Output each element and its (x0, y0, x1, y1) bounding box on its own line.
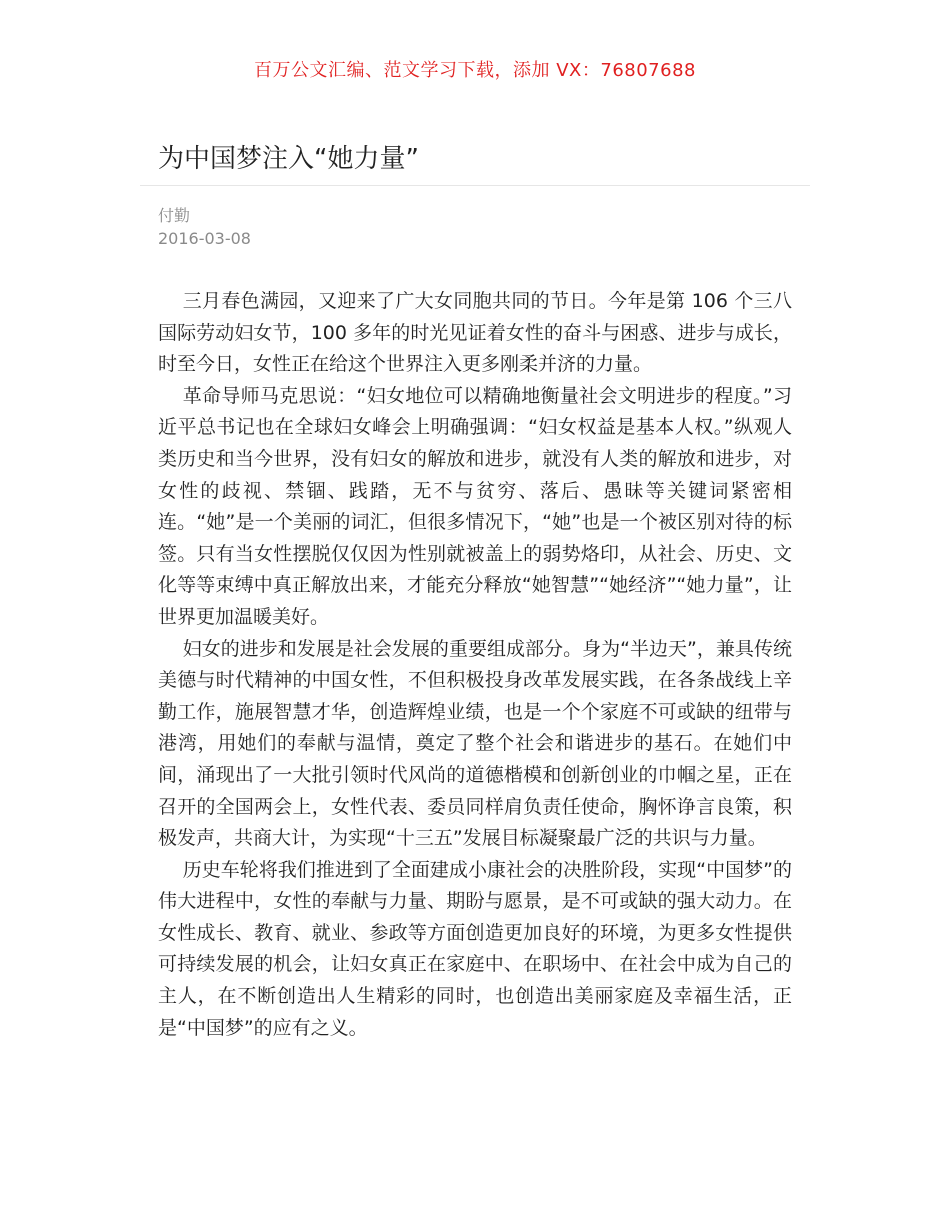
publish-date: 2016-03-08 (158, 229, 251, 248)
author-name: 付勤 (158, 206, 191, 225)
article-body (158, 286, 792, 1044)
paragraph: 妇女的进步和发展是社会发展的重要组成部分。身为“半边天”，兼具传统美德与时代精神的中国女性，不但积极投身改革发展实践，在各条战线上辛勤工作，施展智慧才华，创造辉煌业绩，也是一个个家庭不可或缺的纽带与港湾，用她们的奉献与温情，奠定了整个社会和谐进步的基石。在她们中间，涌现出了一大批引领时代风尚的道德楷模和创新创业的巾帼之星，正在召开的全国两会上，女性代表、委员同样肩负责任使命，胸怀诤言良策，积极发声，共商大计，为实现“十三五”发展目标凝聚最广泛的共识与力量。 (158, 637, 792, 850)
article-meta (158, 204, 251, 250)
article-title: 为中国梦注入“她力量” (158, 144, 419, 174)
paragraph: 三月春色满园，又迎来了广大女同胞共同的节日。今年是第 106 个三八国际劳动妇女节，100 多年的时光见证着女性的奋斗与困惑、进步与成长，时至今日，女性正在给这个世界注入更多刚柔并济的力量。 (158, 290, 792, 376)
title-divider (140, 185, 810, 186)
promo-banner: 百万公文汇编、范文学习下载，添加 VX：76807688 (254, 60, 696, 81)
paragraph: 历史车轮将我们推进到了全面建成小康社会的决胜阶段，实现“中国梦”的伟大进程中，女性的奉献与力量、期盼与愿景，是不可或缺的强大动力。在女性成长、教育、就业、参政等方面创造更加良好的环境，为更多女性提供可持续发展的机会，让妇女真正在家庭中、在职场中、在社会中成为自己的主人，在不断创造出人生精彩的同时，也创造出美丽家庭及幸福生活，正是“中国梦”的应有之义。 (158, 858, 792, 1039)
paragraph: 革命导师马克思说：“妇女地位可以精确地衡量社会文明进步的程度。”习近平总书记也在全球妇女峰会上明确强调：“妇女权益是基本人权。”纵观人类历史和当今世界，没有妇女的解放和进步，就没有人类的解放和进步，对女性的歧视、禁锢、践踏，无不与贫穷、落后、愚昧等关键词紧密相连。“她”是一个美丽的词汇，但很多情况下，“她”也是一个被区别对待的标签。只有当女性摆脱仅仅因为性别就被盖上的弱势烙印，从社会、历史、文化等等束缚中真正解放出来，才能充分释放“她智慧”“她经济”“她力量”，让世界更加温暖美好。 (158, 384, 792, 628)
